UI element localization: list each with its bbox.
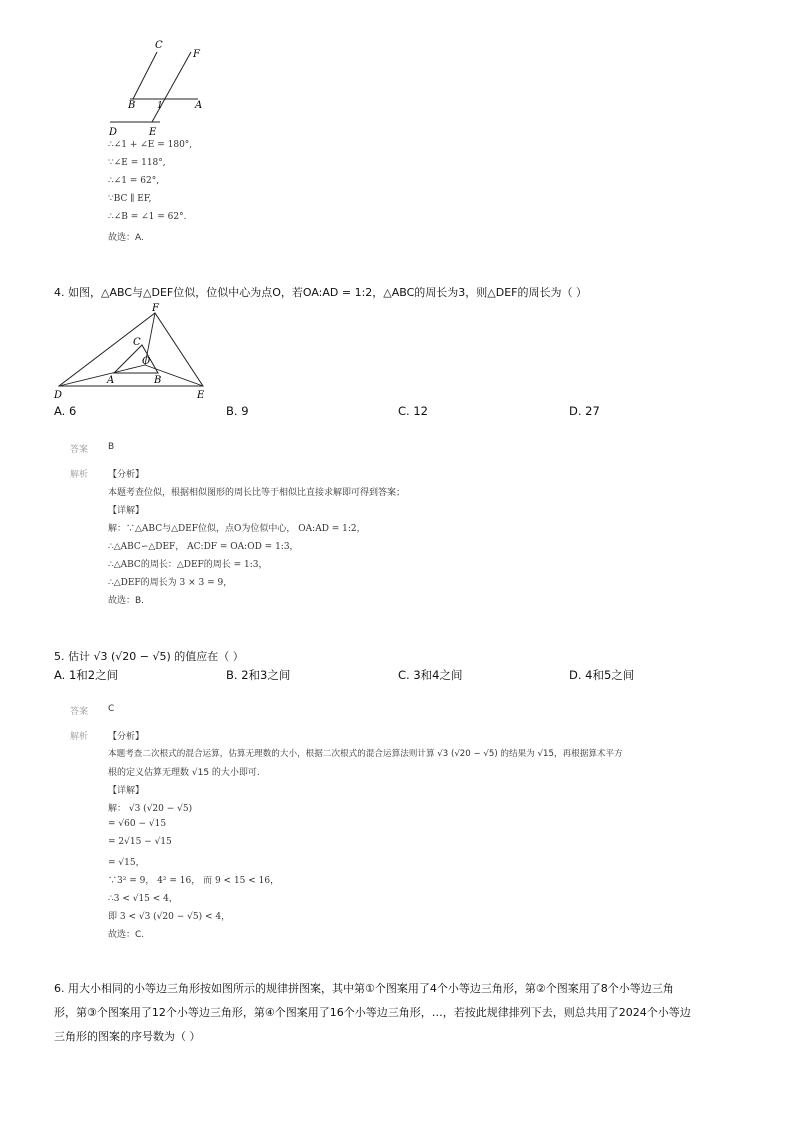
q4-analysis-6: ∴△ABC的周长：△DEF的周长 = 1:3， — [108, 560, 268, 570]
q4-analysis-2: 本题考查位似，根据相似图形的周长比等于相似比直接求解即可得到答案； — [108, 488, 406, 498]
q5-analysis-5: 解： √3 (√20 − √5) — [108, 804, 193, 814]
line-bc — [133, 52, 157, 99]
q5-analysis-4: 【详解】 — [108, 786, 145, 796]
q5-analysis-3: 根的定义估算无理数 √15 的大小即可. — [108, 768, 260, 778]
q5-analysis-6: = √60 − √15 — [108, 819, 167, 829]
triangle-abc — [114, 345, 158, 373]
q5-analysis-tag: 解析 — [70, 732, 89, 742]
sol3-line-4: ∵BC ∥ EF, — [108, 194, 152, 204]
q5-analysis-1: 【分析】 — [108, 732, 145, 742]
q4-analysis-tag: 解析 — [70, 470, 89, 480]
label-a: A — [195, 100, 203, 111]
q4-analysis-5: ∴△ABC∽△DEF， AC:DF = OA:OD = 1:3， — [108, 542, 299, 552]
q4-answer-tag: 答案 — [70, 445, 89, 455]
label-e2: E — [197, 390, 205, 401]
q5-analysis-8: = √15， — [108, 858, 145, 868]
label-b: B — [128, 100, 136, 111]
q5-analysis-12: 故选：C. — [108, 930, 145, 940]
label-e: E — [149, 127, 157, 138]
label-d: D — [109, 127, 118, 138]
q5-analysis-9: ∵3² = 9， 4² = 16， 而 9 < 15 < 16， — [108, 876, 280, 886]
q5-stem: 5. 估计 √3 (√20 − √5) 的值应在（ ） — [54, 650, 244, 663]
sol3-line-5: ∴∠B = ∠1 = 62°. — [108, 212, 187, 222]
sol3-line-3: ∴∠1 = 62°, — [108, 176, 160, 186]
q4-stem: 4. 如图，△ABC与△DEF位似，位似中心为点O，若OA:AD = 1:2，△ABC的周长为3，则△DEF的周长为（ ） — [54, 286, 588, 299]
label-d2: D — [54, 390, 63, 401]
parallel-lines-figure — [100, 36, 220, 140]
q4-analysis-3: 【详解】 — [108, 506, 145, 516]
label-1: 1 — [157, 101, 163, 111]
q4-analysis-1: 【分析】 — [108, 470, 145, 480]
q4-analysis-7: ∴△DEF的周长为 3 × 3 = 9， — [108, 578, 233, 588]
sol3-line-2: ∵∠E = 118°, — [108, 158, 166, 168]
q6-stem-3: 三角形的图案的序号数为（ ） — [54, 1030, 201, 1043]
label-o: O — [142, 356, 151, 367]
q5-analysis-7: = 2√15 − √15 — [108, 837, 172, 847]
label-a2: A — [107, 375, 115, 386]
q5-option-c[interactable]: C. 3和4之间 — [398, 668, 463, 682]
sol3-line-1: ∴∠1 + ∠E = 180°, — [108, 140, 193, 150]
q6-stem-2: 形，第③个图案用了12个小等边三角形，第④个图案用了16个小等边三角形，…，若按此规律排列下去，则总共用了2024个小等边 — [54, 1006, 691, 1019]
label-f: F — [193, 49, 200, 60]
q4-option-c[interactable]: C. 12 — [398, 404, 428, 418]
q5-option-d[interactable]: D. 4和5之间 — [569, 668, 635, 682]
label-b2: B — [154, 375, 162, 386]
label-f2: F — [152, 303, 159, 314]
q5-answer-tag: 答案 — [70, 707, 89, 717]
line-ef — [152, 52, 191, 122]
q4-option-b[interactable]: B. 9 — [226, 404, 249, 418]
label-c: C — [155, 40, 163, 51]
q4-answer: B — [108, 442, 115, 452]
q6-stem-1: 6. 用大小相同的小等边三角形按如图所示的规律拼图案，其中第①个图案用了4个小等边三角形，第②个图案用了8个小等边三角 — [54, 982, 674, 995]
sol3-line-6: 故选：A. — [108, 233, 144, 243]
q5-answer: C — [108, 704, 115, 714]
label-c2: C — [133, 337, 141, 348]
q4-analysis-8: 故选：B. — [108, 596, 145, 606]
q4-option-d[interactable]: D. 27 — [569, 404, 600, 418]
q5-option-b[interactable]: B. 2和3之间 — [226, 668, 291, 682]
q4-option-a[interactable]: A. 6 — [54, 404, 77, 418]
q5-analysis-2: 本题考查二次根式的混合运算，估算无理数的大小，根据二次根式的混合运算法则计算 √3 (√20 − √5) 的结果为 √15，再根据算术平方 — [108, 749, 623, 759]
q5-analysis-10: ∴3 < √15 < 4， — [108, 894, 178, 904]
q5-option-a[interactable]: A. 1和2之间 — [54, 668, 119, 682]
triangle-def — [59, 313, 203, 386]
q4-analysis-4: 解：∵△ABC与△DEF位似，点O为位似中心， OA:AD = 1:2， — [108, 524, 366, 534]
q5-analysis-11: 即 3 < √3 (√20 − √5) < 4， — [108, 912, 231, 922]
ray-od — [59, 365, 145, 386]
homothety-figure — [50, 302, 220, 402]
